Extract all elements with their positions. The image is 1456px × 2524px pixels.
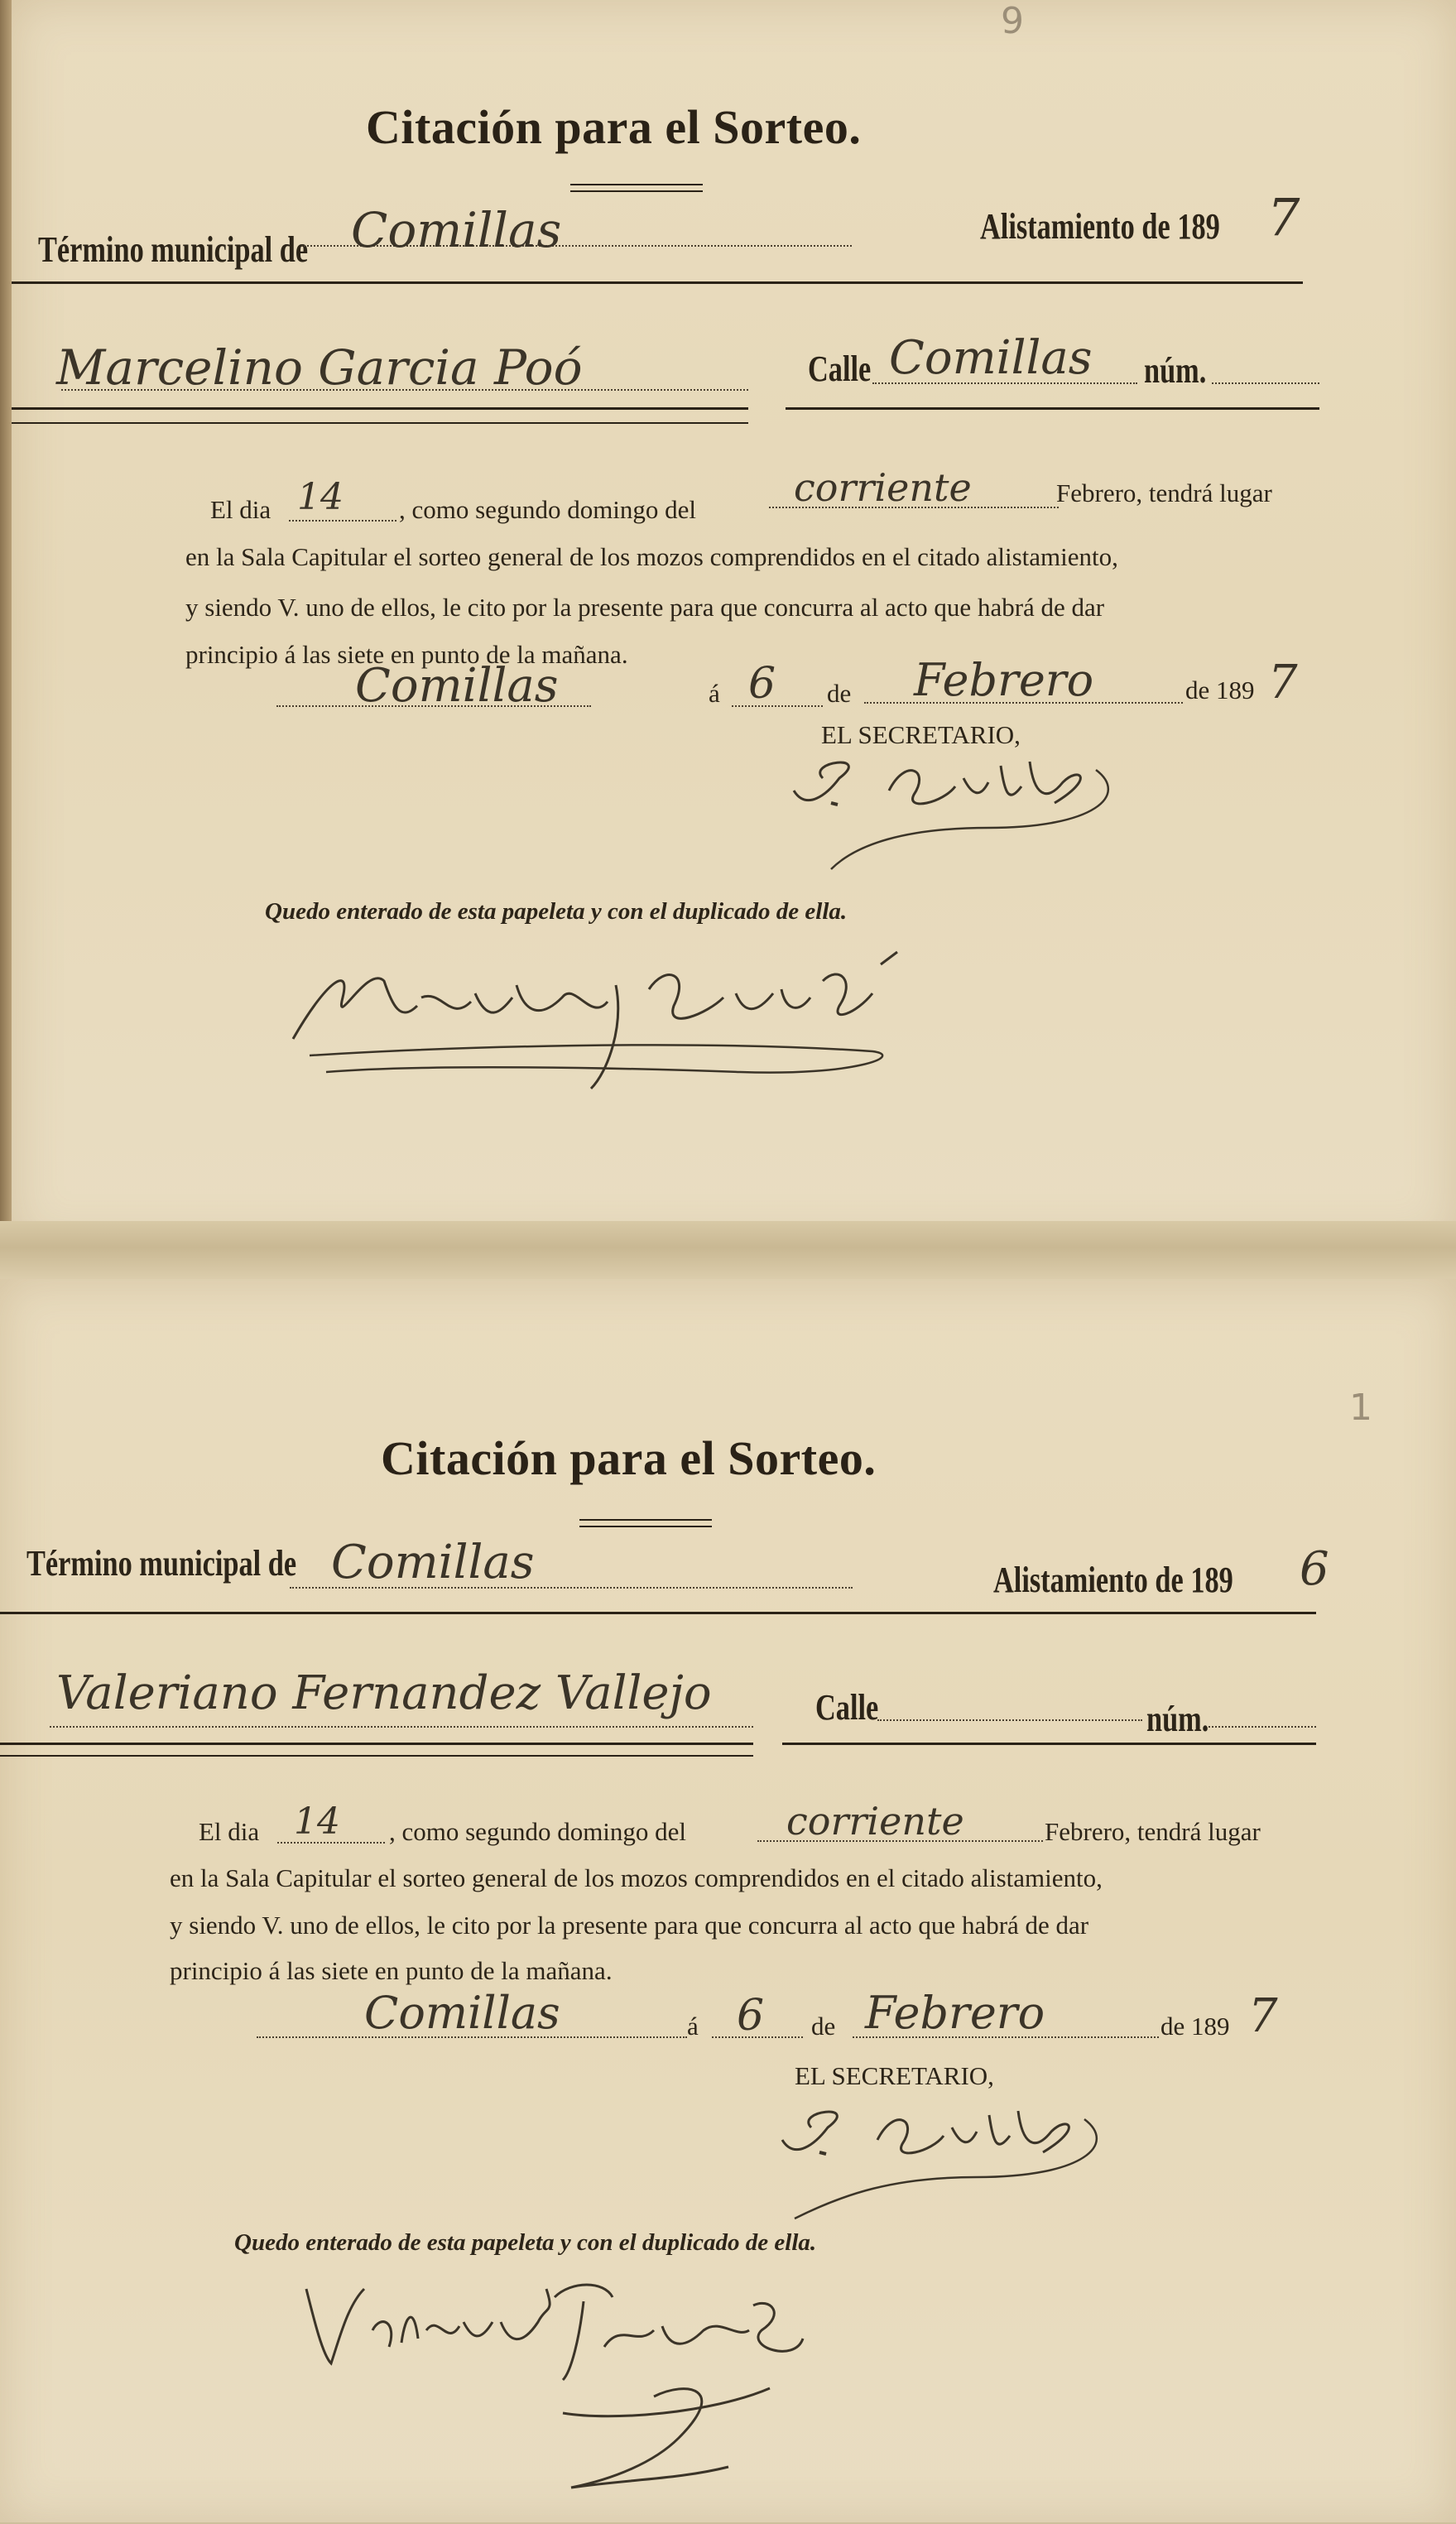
street-label: Calle	[808, 349, 872, 389]
secretary-label: EL SECRETARIO,	[821, 720, 1021, 749]
date-day: 6	[737, 1991, 765, 2041]
secretary-label: EL SECRETARIO,	[795, 2061, 994, 2090]
line1-day: 14	[297, 476, 344, 518]
date-month: Febrero	[914, 654, 1094, 706]
form-title: Citación para el Sorteo.	[381, 1431, 877, 1485]
book-spine	[0, 0, 12, 1246]
pencil-page-mark: 1	[1349, 1387, 1372, 1429]
body-line-2: en la Sala Capitular el sorteo general de los mozos comprendidos en el citado alistamiento,	[170, 1863, 1103, 1892]
place-handwritten: Comillas	[355, 659, 559, 713]
municipal-label: Término municipal de	[38, 229, 309, 270]
line1-day: 14	[294, 1800, 340, 1843]
body-line-2: en la Sala Capitular el sorteo general de los mozos comprendidos en el citado alistamiento,	[185, 542, 1118, 571]
day-dotted-line	[289, 520, 396, 522]
enlistment-year-digit: 7	[1267, 187, 1300, 248]
municipal-handwritten: Comillas	[331, 1536, 535, 1589]
line1-post: Febrero, tendrá lugar	[1045, 1817, 1261, 1846]
secretary-signature	[781, 745, 1129, 889]
body-line-4: principio á las siete en punto de la mañana.	[170, 1956, 613, 1985]
date-day: 6	[748, 659, 776, 709]
title-double-rule	[570, 184, 703, 192]
name-rule-2	[12, 422, 748, 424]
body-line-4: principio á las siete en punto de la mañana.	[185, 640, 628, 669]
date-year-digit: 7	[1268, 656, 1298, 709]
date-year-prefix: de 189	[1185, 675, 1255, 704]
enlistment-label: Alistamiento de 189	[993, 1560, 1233, 1600]
street-rule	[782, 1743, 1316, 1745]
body-line-3: y siendo V. uno de ellos, le cito por la presente para que concurra al acto que habrá de dar	[170, 1911, 1089, 1940]
line1-mid: , como segundo domingo del	[389, 1817, 687, 1846]
street-handwritten: Comillas	[889, 331, 1093, 385]
municipal-handwritten: Comillas	[351, 202, 562, 258]
body-line-3: y siendo V. uno de ellos, le cito por la presente para que concurra al acto que habrá de dar	[185, 593, 1105, 622]
line1-month-ref: corriente	[794, 465, 972, 510]
date-month-dotted-line	[864, 702, 1183, 704]
name-rule	[12, 407, 748, 410]
month-ref-dotted-line	[757, 1840, 1043, 1842]
day-dotted-line	[277, 1842, 385, 1844]
date-month-dotted-line	[853, 2036, 1159, 2038]
recipient-name-handwritten: Valeriano Fernandez Vallejo	[56, 1666, 712, 1720]
receipt-note: Quedo enterado de esta papeleta y con el duplicado de ella.	[265, 898, 848, 925]
street-dotted-line	[872, 382, 1137, 384]
date-de: de	[827, 679, 852, 708]
name-dotted-line	[50, 1726, 753, 1728]
citation-form-1	[12, 0, 1456, 1246]
recipient-name-handwritten: Marcelino Garcia Poó	[56, 339, 583, 396]
number-dotted-line	[1209, 1726, 1316, 1728]
recipient-signature	[276, 948, 955, 1100]
line1-post: Febrero, tendrá lugar	[1056, 478, 1272, 507]
date-month: Febrero	[865, 1987, 1045, 2039]
citation-form-2	[0, 1279, 1456, 2522]
number-label: núm.	[1144, 350, 1207, 391]
street-label: Calle	[815, 1687, 879, 1728]
date-day-dotted-line	[732, 705, 823, 707]
date-day-dotted-line	[712, 2036, 803, 2038]
name-rule-2	[0, 1755, 753, 1757]
street-rule	[786, 407, 1319, 410]
receipt-note: Quedo enterado de esta papeleta y con el duplicado de ella.	[234, 2229, 817, 2256]
month-ref-dotted-line	[769, 507, 1059, 508]
enlistment-year-digit: 6	[1300, 1542, 1329, 1596]
place-handwritten: Comillas	[364, 1987, 560, 2039]
title-double-rule	[579, 1519, 712, 1527]
line1-pre: El dia	[210, 495, 271, 524]
form-title: Citación para el Sorteo.	[366, 100, 862, 154]
number-label: núm.	[1146, 1699, 1209, 1739]
line1-pre: El dia	[199, 1817, 260, 1846]
name-dotted-line	[61, 389, 748, 391]
recipient-signature	[298, 2272, 828, 2524]
date-year-digit: 7	[1248, 1989, 1278, 2043]
date-a: á	[709, 679, 720, 708]
date-a: á	[687, 2012, 699, 2041]
number-dotted-line	[1212, 382, 1319, 384]
date-de: de	[811, 2012, 836, 2041]
enlistment-label: Alistamiento de 189	[980, 206, 1220, 247]
page-fold	[0, 1221, 1456, 1287]
line1-month-ref: corriente	[786, 1799, 964, 1844]
date-year-prefix: de 189	[1160, 2012, 1230, 2041]
pencil-page-mark: 9	[1001, 0, 1024, 42]
header-rule	[12, 281, 1303, 284]
name-rule	[0, 1743, 753, 1745]
secretary-signature	[770, 2094, 1117, 2238]
header-rule	[0, 1612, 1316, 1614]
line1-mid: , como segundo domingo del	[399, 495, 697, 524]
municipal-label: Término municipal de	[26, 1543, 297, 1584]
street-dotted-line	[877, 1719, 1142, 1721]
